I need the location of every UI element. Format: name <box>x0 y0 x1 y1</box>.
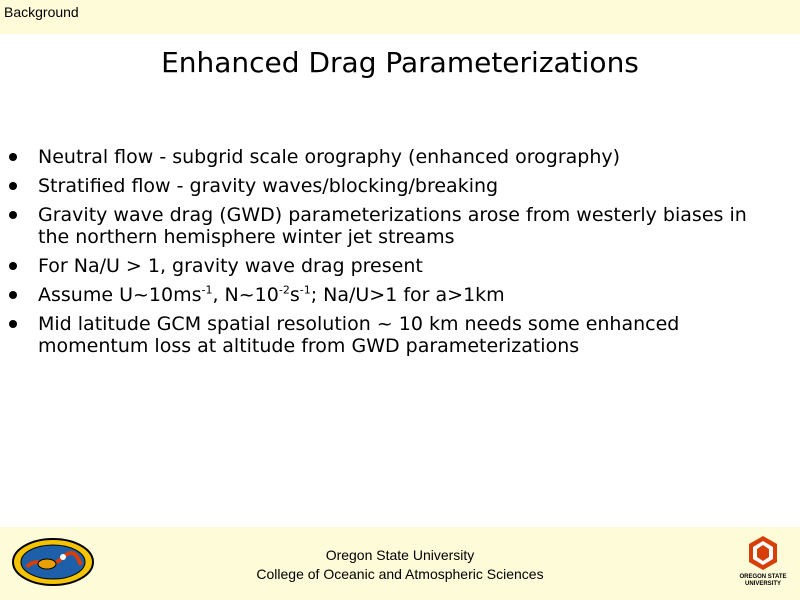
footer-text <box>0 546 800 584</box>
bullet-item <box>0 284 800 306</box>
bullet-text: Neutral flow - subgrid scale orography (enhanced orography) <box>38 146 621 168</box>
osu-logo-line1: OREGON STATE <box>739 574 787 580</box>
bullet-dot-icon <box>9 262 17 270</box>
osu-logo-line2: UNIVERSITY <box>744 581 781 587</box>
bullet-dot-icon <box>9 182 17 190</box>
bullet-text: Gravity wave drag (GWD) parameterizations arose from westerly biases in the northern hemisphere winter jet streams <box>38 204 747 248</box>
bullet-item <box>0 204 800 248</box>
bullet-text <box>38 284 505 306</box>
slide-title: Enhanced Drag Parameterizations <box>161 46 639 79</box>
superscript: -2 <box>278 283 290 297</box>
superscript: -1 <box>201 283 213 297</box>
section-label: Background <box>4 4 79 20</box>
bullet-item <box>0 313 800 357</box>
bullet-list <box>0 146 800 364</box>
bullet-dot-icon <box>9 291 17 299</box>
bullet-text-part: s <box>289 284 300 306</box>
osu-shield-logo-icon <box>733 533 793 596</box>
superscript: -1 <box>299 283 311 297</box>
footer-college: College of Oceanic and Atmospheric Sciences <box>256 566 544 582</box>
bullet-text-part: ; Na/U>1 for a>1km <box>310 284 505 306</box>
bullet-text-part: , N~10 <box>212 284 279 306</box>
footer-university: Oregon State University <box>325 547 475 563</box>
osu-logo-text <box>733 574 793 588</box>
bullet-text-part: Assume U~10ms <box>38 284 202 306</box>
bullet-item <box>0 146 800 168</box>
header-band <box>0 0 800 34</box>
bullet-dot-icon <box>9 211 17 219</box>
bullet-text: Stratified flow - gravity waves/blocking/breaking <box>38 175 499 197</box>
bullet-item <box>0 175 800 197</box>
bullet-item <box>0 255 800 277</box>
bullet-dot-icon <box>9 320 17 328</box>
bullet-text: For Na/U > 1, gravity wave drag present <box>38 255 423 277</box>
bullet-text: Mid latitude GCM spatial resolution ~ 10 km needs some enhanced momentum loss at altitude from GWD parameterizations <box>38 313 680 357</box>
bullet-dot-icon <box>9 153 17 161</box>
